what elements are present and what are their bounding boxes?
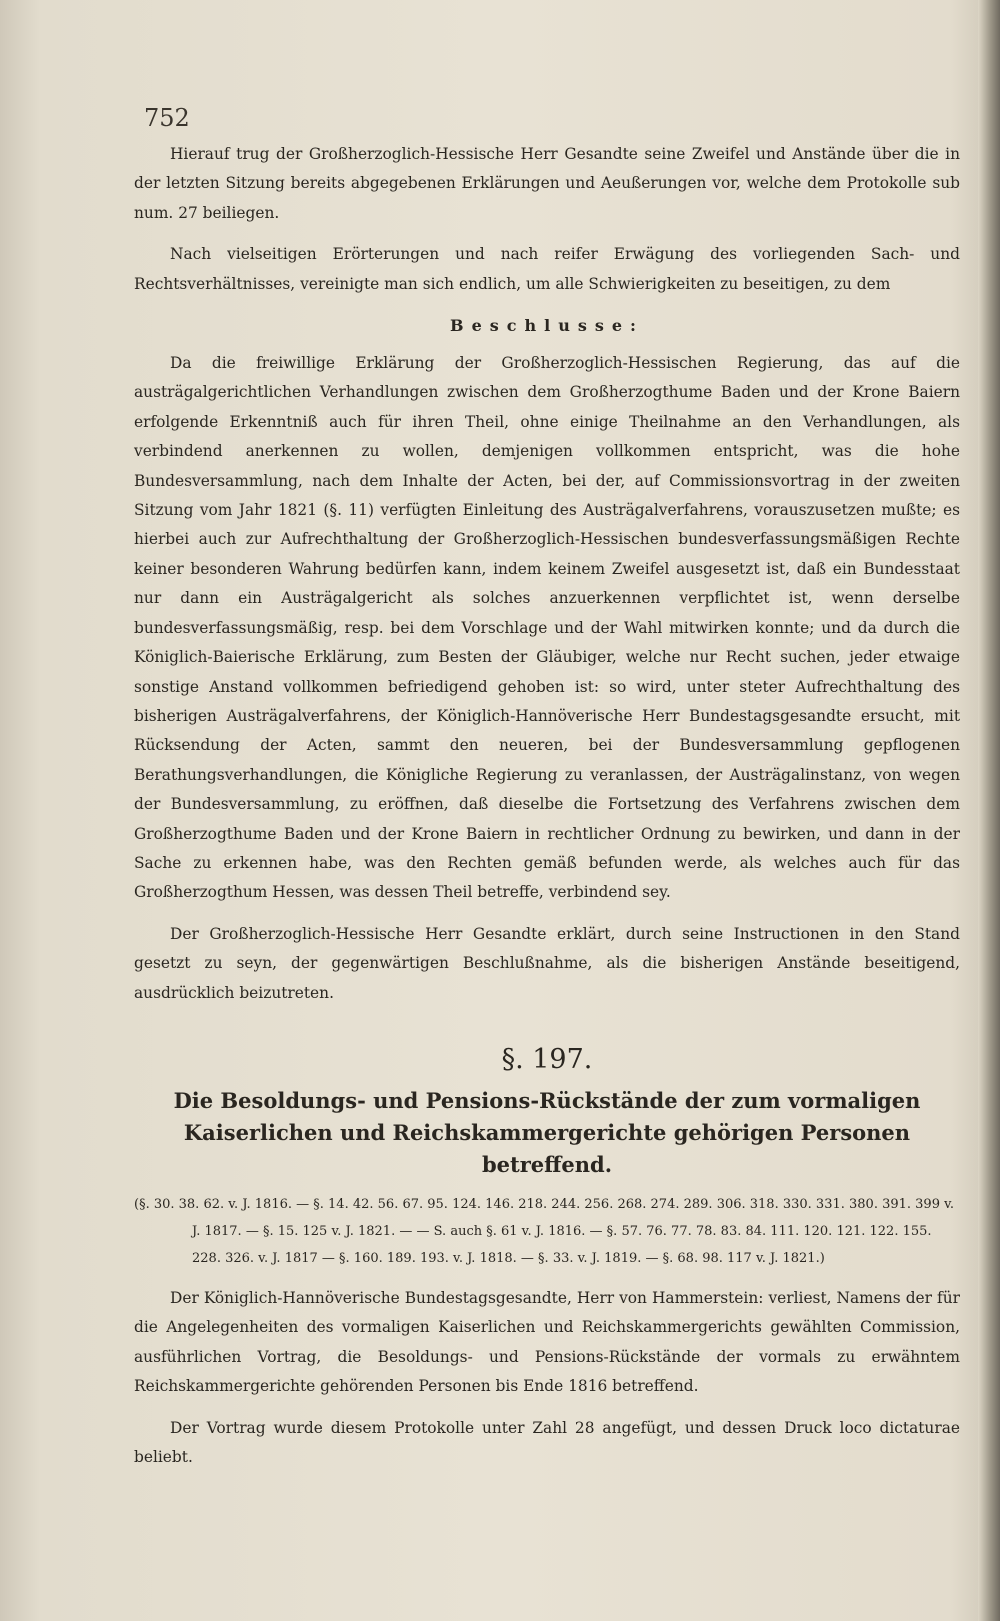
page-edge-shadow	[978, 0, 1000, 1621]
page-content	[134, 104, 960, 1484]
page-number: 752	[144, 104, 190, 132]
section-references: (§. 30. 38. 62. v. J. 1816. — §. 14. 42. 56. 67. 95. 124. 146. 218. 244. 256. 268. 274. 289. 306. 318. 330. 331. 380. 391. 399 v. J. 1817. — §. 15. 125 v. J. 1821. — — S. auch §. 61 v. J. 1816. — §. 57. 76. 77. 78. 83. 84. 111. 120. 121. 122. 155. 228. 326. v. J. 1817 — §. 160. 189. 193. v. J. 1818. — §. 33. v. J. 1819. — §. 68. 98. 117 v. J. 1821.)	[134, 1196, 955, 1266]
section-heading: Die Besoldungs- und Pensions-Rückstände der zum vormaligen Kaiserlichen und Reichskammergerichte gehörigen Personen betreffend.	[173, 1087, 921, 1177]
section-number: §. 197.	[501, 1043, 593, 1075]
paragraph: Hierauf trug der Großherzoglich-Hessische Herr Gesandte seine Zweifel und Anstände über die in der letzten Sitzung bereits abgegebenen Erklärungen und Aeußerungen vor, welche dem Protokolle sub num. 27 beiliegen.	[134, 145, 960, 222]
paragraph: Der Königlich-Hannöverische Bundestagsgesandte, Herr von Hammerstein: verliest, Namens der für die Angelegenheiten des vormaligen Kaiserlichen und Reichskammergerichts gewählten Commission, ausführlichen Vortrag, die Besoldungs- und Pensions-Rückstände der vormals zu erwähntem Reichskammergerichte gehörenden Personen bis Ende 1816 betreffend.	[134, 1288, 960, 1396]
resolution-text: Da die freiwillige Erklärung der Großherzoglich-Hessischen Regierung, das auf die austrägalgerichtlichen Verhandlungen zwischen dem Großherzogthume Baden und der Krone Baiern erfolgende Erkenntniß auch für ihren Theil, ohne einige Theilnahme an den Verhandlungen, als verbindend anerkennen zu wollen, demjenigen vollkommen entspricht, was die hohe Bundesversammlung, nach dem Inhalte der Acten, bei der, auf Commissionsvortrag in der zweiten Sitzung vom Jahr 1821 (§. 11) verfügten Einleitung des Austrägalverfahrens, vorauszusetzen mußte; es hierbei auch zur Aufrechthaltung der Großherzoglich-Hessischen bundesverfassungsmäßigen Rechte keiner besonderen Wahrung bedürfen kann, indem keinem Zweifel ausgesetzt ist, daß ein Bundesstaat nur dann ein Austrägalgericht als solches anzuerkennen verpflichtet ist, wenn derselbe bundesverfassungsmäßig, resp. bei dem Vorschlage und der Wahl mitwirken konnte; und da durch die Königlich-Baierische Erklärung, zum Besten der Gläubiger, welche nur Recht suchen, jeder etwaige sonstige Anstand vollkommen befriedigend gehoben ist: so wird, unter steter Aufrechthaltung des bisherigen Austrägalverfahrens, der Königlich-Hannöverische Herr Bundestagsgesandte ersucht, mit Rücksendung der Acten, sammt den neueren, bei der Bundesversammlung gepflogenen Berathungsverhandlungen, die Königliche Regierung zu veranlassen, der Austrägalinstanz, von wegen der Bundesversammlung, zu eröffnen, daß dieselbe die Fortsetzung des Verfahrens zwischen dem Großherzogthume Baden und der Krone Baiern in rechtlicher Ordnung zu bewirken, und dann in der Sache zu erkennen habe, was den Rechten gemäß befunden werde, als welches auch für das Großherzogthum Hessen, was dessen Theil betreffe, verbindend sey.	[134, 354, 960, 902]
paragraph: Der Vortrag wurde diesem Protokolle unter Zahl 28 angefügt, und dessen Druck loco dictaturae beliebt.	[134, 1418, 960, 1466]
declaration-paragraph: Der Großherzoglich-Hessische Herr Gesandte erklärt, durch seine Instructionen in den Stand gesetzt zu seyn, der gegenwärtigen Beschlußnahme, als die bisherigen Anstände beseitigend, ausdrücklich beizutreten.	[134, 924, 960, 1002]
resolution-heading: Beschlusse:	[450, 316, 644, 336]
paragraph: Nach vielseitigen Erörterungen und nach reifer Erwägung des vorliegenden Sach- und Rechtsverhältnisses, vereinigte man sich endlich, um alle Schwierigkeiten zu beseitigen, zu dem	[134, 245, 960, 293]
